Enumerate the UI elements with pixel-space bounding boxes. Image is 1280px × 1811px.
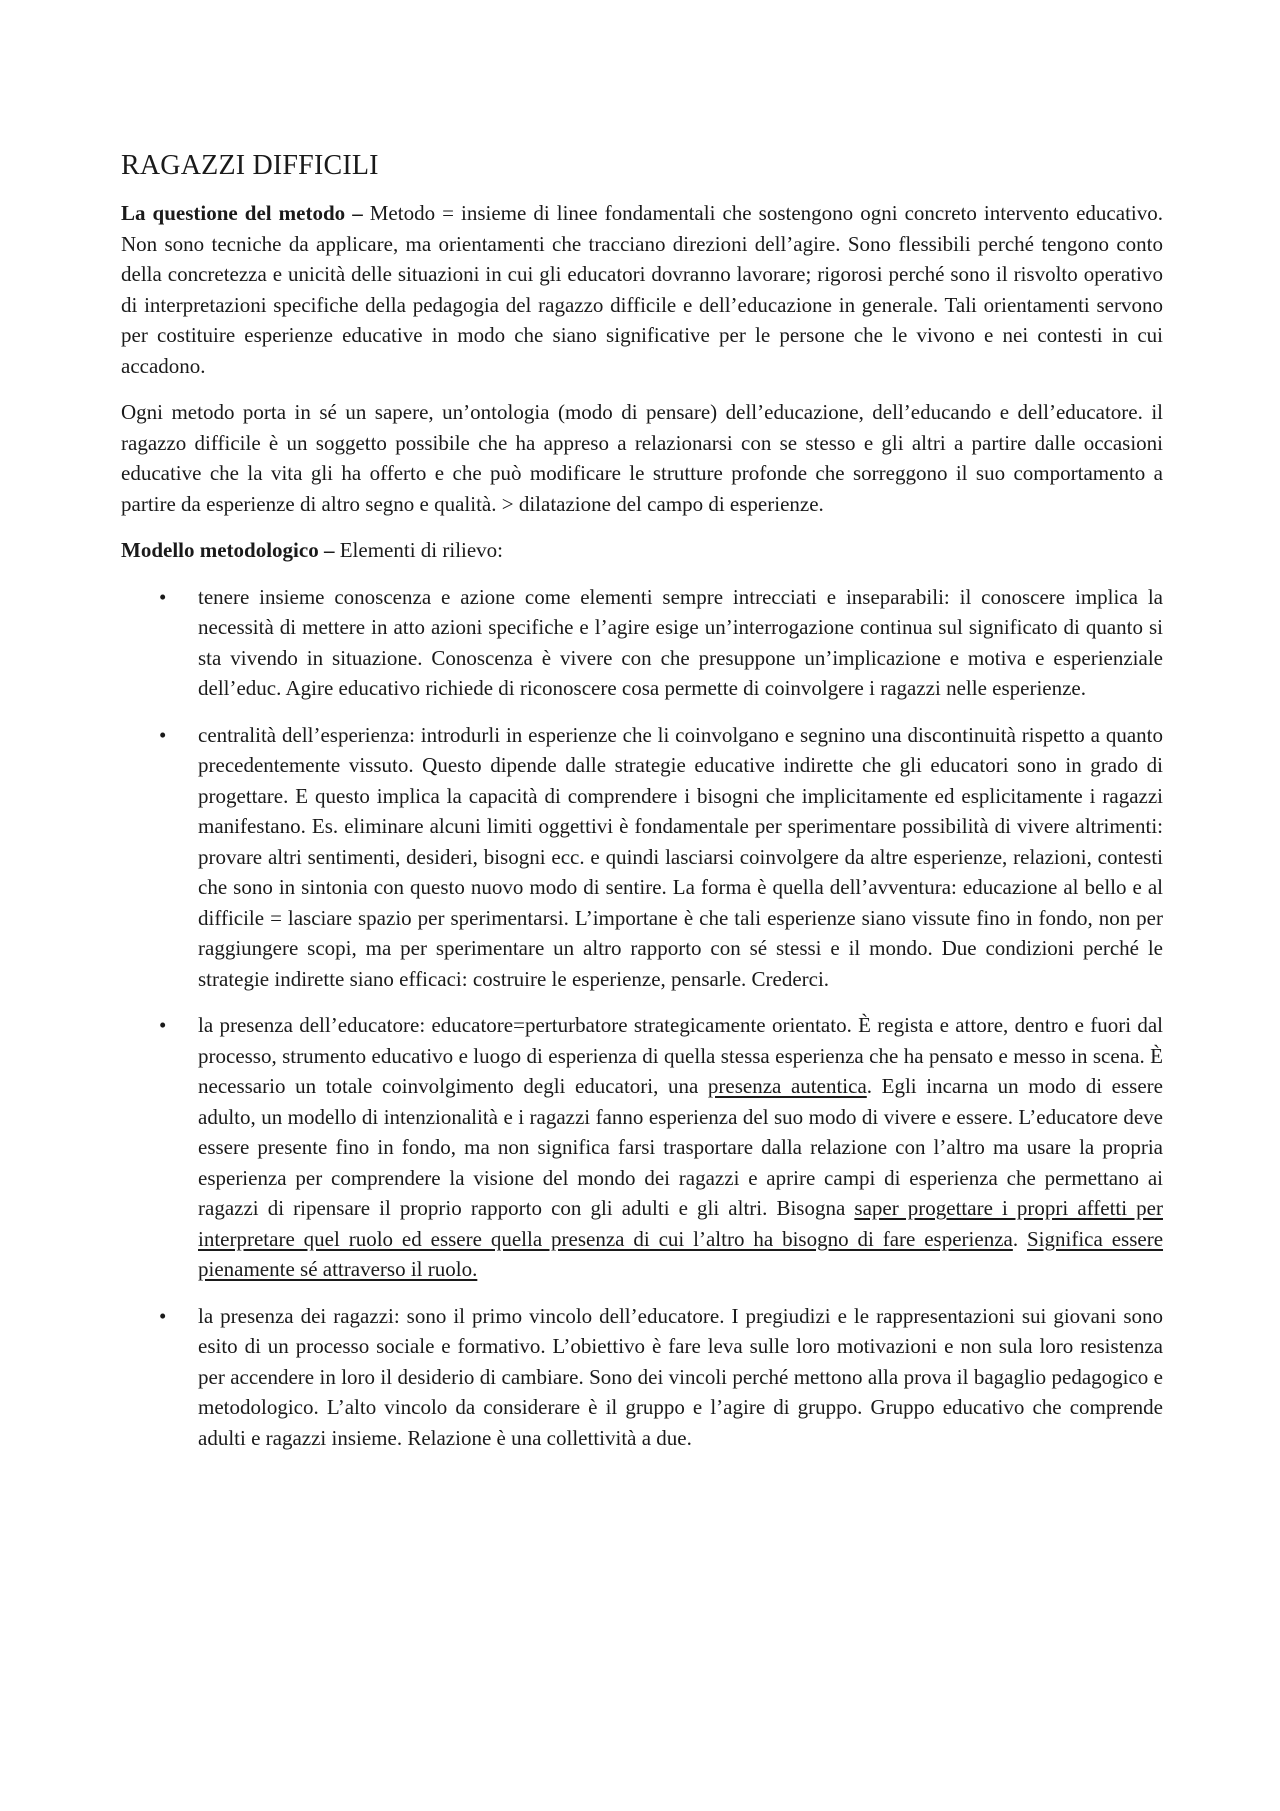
list-item-text: .: [1012, 1226, 1027, 1251]
underlined-text: Significa essere pienamente sé attraverso il ruolo.: [198, 1226, 1164, 1281]
list-item: [121, 582, 1163, 704]
paragraph-lead: Modello metodologico –: [121, 538, 335, 562]
bullet-icon: •: [159, 584, 167, 609]
underlined-text: saper progettare i propri affetti per interpretare quel ruolo ed essere quella presenza di cui l’altro ha bisogno di fare esperienza: [198, 1196, 1163, 1251]
list-item: [121, 720, 1163, 995]
bullet-icon: •: [159, 1303, 167, 1328]
list-item: [121, 1010, 1163, 1285]
document-title: RAGAZZI DIFFICILI: [121, 150, 379, 181]
elements-list: [121, 582, 1163, 1454]
paragraph-text: Metodo = insieme di linee fondamentali che sostengono ogni concreto intervento educativo. Non sono tecniche da applicare, ma orientamenti che tracciano direzioni dell’agire. Sono flessibili perché tengono conto della concretezza e unicità delle situazioni in cui gli educatori dovranno lavorare; rigorosi perché sono il risvolto operativo di interpretazioni specifiche della pedagogia del ragazzo difficile e dell’educazione in generale. Tali orientamenti servono per costituire esperienze educative in modo che siano significative per le persone che le vivono e nei contesti in cui accadono.: [121, 201, 1163, 378]
paragraph-lead: La questione del metodo –: [121, 201, 363, 225]
document-body: [121, 146, 1163, 1469]
list-item-text: centralità dell’esperienza: introdurli in esperienze che li coinvolgano e segnino una discontinuità rispetto a quanto precedentemente vissuto. Questo dipende dalle strategie educative indirette che gli educatori sono in grado di progettare. E questo implica la capacità di comprendere i bisogni che implicitamente ed esplicitamente i ragazzi manifestano. Es. eliminare alcuni limiti oggettivi è fondamentale per sperimentare possibilità di vivere altrimenti: provare altri sentimenti, desideri, bisogni ecc. e quindi lasciarsi coinvolgere da altre esperienze, relazioni, contesti che sono in sintonia con questo nuovo modo di sentire. La forma è quella dell’avventura: educazione al bello e al difficile = lasciare spazio per sperimentarsi. L’importane è che tali esperienze siano vissute fino in fondo, non per raggiungere scopi, ma per sperimentare un altro rapporto con sé stessi e il mondo. Due condizioni perché le strategie indirette siano efficaci: costruire le esperienze, pensarle. Crederci.: [198, 722, 1163, 991]
list-item-text: la presenza dei ragazzi: sono il primo vincolo dell’educatore. I pregiudizi e le rappresentazioni sui giovani sono esito di un processo sociale e formativo. L’obiettivo è fare leva sulle loro motivazioni e non sula loro resistenza per accendere in loro il desiderio di cambiare. Sono dei vincoli perché mettono alla prova il bagaglio pedagogico e metodologico. L’alto vincolo da considerare è il gruppo e l’agire di gruppo. Gruppo educativo che comprende adulti e ragazzi insieme. Relazione è una collettività a due.: [198, 1303, 1163, 1450]
list-item-text: . Egli incarna un modo di essere adulto, un modello di intenzionalità e i ragazzi fanno esperienza del suo modo di vivere e essere. L’educatore deve essere presente fino in fondo, ma non significa farsi trasportare dalla relazione con l’altro ma usare la propria esperienza per comprendere la visione del mondo dei ragazzi e aprire campi di esperienza che permettano ai ragazzi di ripensare il proprio rapporto con gli adulti e gli altri. Bisogna: [198, 1074, 1163, 1220]
list-item-text: tenere insieme conoscenza e azione come elementi sempre intrecciati e inseparabili: il conoscere implica la necessità di mettere in atto azioni specifiche e l’agire esige un’interrogazione continua sul significato di quanto si sta vivendo in situazione. Conoscenza è vivere con che presuppone un’implicazione e motiva e esperienziale dell’educ. Agire educativo richiede di riconoscere cosa permette di coinvolgere i ragazzi nelle esperienze.: [198, 584, 1163, 700]
bullet-icon: •: [159, 1013, 167, 1037]
paragraph-method-question: [121, 198, 1163, 381]
list-item: [121, 1301, 1163, 1454]
paragraph-text: Ogni metodo porta in sé un sapere, un’ontologia (modo di pensare) dell’educazione, dell’educando e dell’educatore. il ragazzo difficile è un soggetto possibile che ha appreso a relazionarsi con se stesso e gli altri a partire dalle occasioni educative che la vita gli ha offerto e che può modificare le strutture profonde che sorreggono il suo comportamento a partire da esperienze di altro segno e qualità. > dilatazione del campo di esperienze.: [121, 400, 1163, 516]
paragraph-text: Elementi di rilievo:: [334, 538, 504, 562]
bullet-icon: •: [159, 722, 167, 747]
paragraph-ontology: [121, 397, 1163, 519]
list-item-text: la presenza dell’educatore: educatore=perturbatore strategicamente orientato. È regista e attore, dentro e fuori dal processo, strumento educativo e luogo di esperienza di quella stessa esperienza che ha pensato e messo in scena. È necessario un totale coinvolgimento degli educatori, una: [198, 1013, 1163, 1098]
paragraph-methodological-model: [121, 535, 1163, 566]
underlined-text: presenza autentica: [707, 1074, 867, 1098]
